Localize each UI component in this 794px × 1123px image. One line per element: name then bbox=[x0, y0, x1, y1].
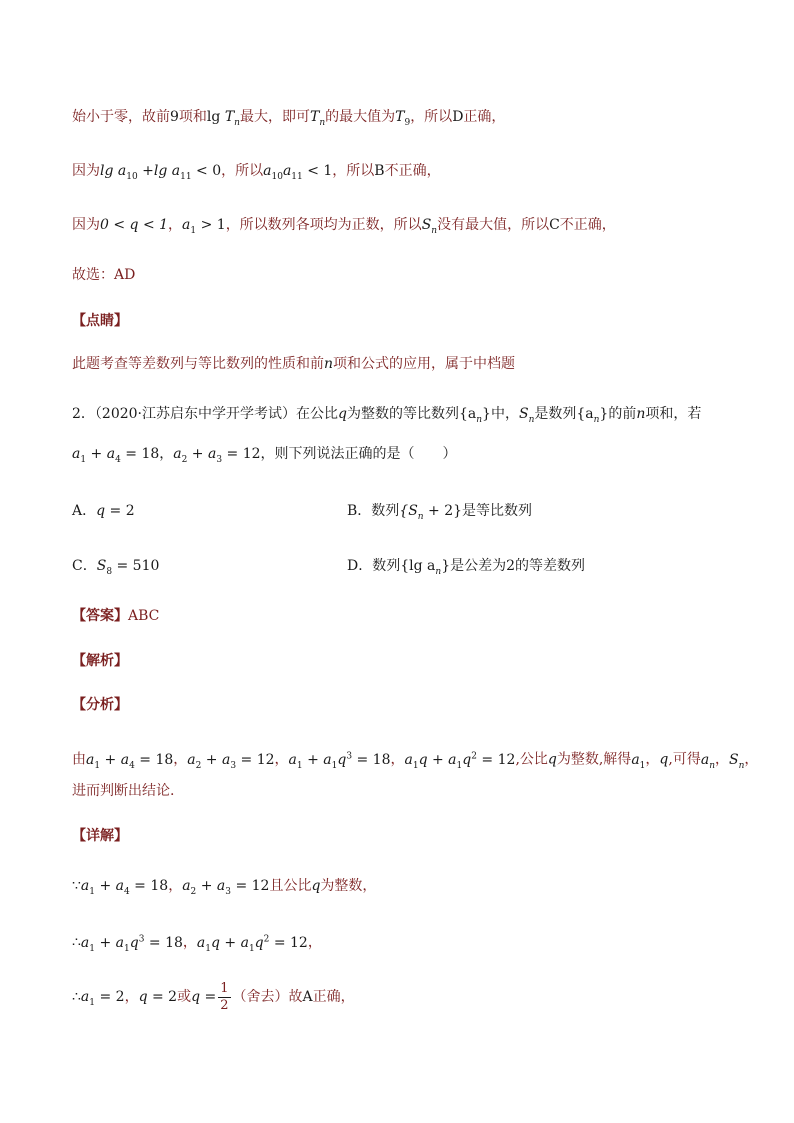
math-expression: q bbox=[547, 751, 557, 768]
detail-line-2 bbox=[72, 928, 734, 959]
math-expression: q = bbox=[191, 989, 217, 1005]
text: 此题考查等差数列与等比数列的性质和前 bbox=[72, 356, 324, 372]
analysis-line-1 bbox=[72, 745, 759, 776]
text: ， bbox=[168, 217, 183, 233]
text: 在公比 bbox=[296, 406, 339, 422]
text: 的最大值为 bbox=[325, 109, 396, 125]
text: ， bbox=[390, 751, 405, 768]
text: 为整数,解得 bbox=[556, 751, 632, 768]
math-expression: $\lg a_{10} +\lg$ $a_{11} < 0$ bbox=[100, 163, 222, 182]
math-expression: n bbox=[636, 406, 646, 422]
section-heading-xiangjie: 【详解】 bbox=[72, 828, 128, 844]
option-label: D． bbox=[347, 558, 373, 574]
text: ， bbox=[182, 934, 197, 951]
math-expression: $S_8 = 510$ bbox=[96, 558, 160, 577]
math-expression: $\lg T_n$ bbox=[206, 109, 240, 128]
text: ，则下列说法正确的是（ ） bbox=[260, 446, 457, 462]
answer-value: ABC bbox=[128, 608, 160, 624]
text-line-2 bbox=[72, 160, 734, 188]
text: 最大，即可 bbox=[239, 109, 310, 125]
text: 因为 bbox=[72, 217, 100, 233]
section-heading-jiexi: 【解析】 bbox=[72, 653, 128, 669]
math-expression: $a_1$ bbox=[631, 751, 646, 771]
text: 正确， bbox=[463, 109, 506, 125]
question-2-line-2 bbox=[72, 443, 734, 471]
text: 始小于零，故前 bbox=[72, 109, 170, 125]
text: 故选： bbox=[72, 267, 114, 283]
text: AD bbox=[114, 267, 136, 283]
option-label: C． bbox=[72, 558, 97, 574]
text-line-1 bbox=[72, 106, 734, 134]
text: ， bbox=[159, 446, 174, 462]
analysis-line-2: 进而判断出结论. bbox=[72, 783, 175, 799]
math-expression: $a_1q + a_1q^2 = 12$ bbox=[404, 751, 516, 771]
text: ， bbox=[168, 878, 183, 894]
text: 项和公式的应用，属于中档题 bbox=[333, 356, 516, 372]
text: 为整数， bbox=[320, 878, 377, 894]
text: 中， bbox=[490, 406, 519, 422]
math-expression: $a_1 > 1$ bbox=[182, 217, 226, 236]
answer-line bbox=[72, 605, 734, 627]
text: 不正确， bbox=[384, 163, 441, 179]
detail-line-3 bbox=[72, 980, 734, 1020]
math-expression: $a_1 + a_4 = 18$ bbox=[86, 751, 174, 771]
text: 且公比 bbox=[269, 878, 312, 894]
answer-tag: 【答案】 bbox=[72, 608, 128, 624]
math-expression: $a_1 = 2$ bbox=[80, 989, 125, 1008]
therefore-symbol: ∴ bbox=[72, 989, 81, 1005]
math-expression: $T_n$ bbox=[309, 109, 326, 128]
math-expression: q bbox=[659, 751, 669, 768]
text-line-4 bbox=[72, 264, 734, 286]
math-expression: $a_2 + a_3 = 12$ bbox=[187, 751, 275, 771]
text: ，所以 bbox=[221, 163, 264, 179]
text: A bbox=[302, 989, 313, 1005]
text: ， bbox=[173, 751, 188, 768]
option-label: A． bbox=[72, 503, 97, 519]
math-expression: $a_2 + a_3 = 12$ bbox=[173, 446, 261, 465]
text: 为整数的等比数列 bbox=[346, 406, 459, 422]
section-heading-dianjing: 【点睛】 bbox=[72, 313, 128, 329]
because-symbol: ∵ bbox=[72, 878, 81, 894]
text: ， bbox=[124, 989, 139, 1005]
math-expression: $a_1 + a_1q^3 = 18$ bbox=[288, 751, 391, 771]
therefore-symbol: ∴ bbox=[72, 934, 81, 951]
text: ， bbox=[744, 751, 759, 768]
math-expression: q bbox=[338, 406, 347, 422]
fraction-numerator: 1 bbox=[220, 980, 229, 996]
question-number: 2． bbox=[72, 406, 95, 422]
text: ,可得 bbox=[668, 751, 701, 768]
math-expression: q bbox=[311, 878, 321, 894]
text: 数列 bbox=[371, 503, 400, 519]
math-expression: $S_n$ bbox=[518, 406, 535, 425]
text: ， bbox=[274, 751, 289, 768]
option-d[interactable] bbox=[347, 555, 585, 583]
text: 的等差数列 bbox=[515, 558, 586, 574]
math-expression: n bbox=[324, 356, 334, 372]
text: ，所以 bbox=[332, 163, 375, 179]
math-expression: $\{a_n\}$ bbox=[458, 406, 491, 425]
option-b[interactable] bbox=[347, 500, 532, 528]
math-expression: $a_1 + a_4 = 18$ bbox=[80, 878, 169, 897]
math-expression: {lg $a_n$} bbox=[400, 558, 451, 577]
text: 是公差为 bbox=[450, 558, 507, 574]
math-expression: q = 2 bbox=[138, 989, 178, 1005]
math-expression: $a_{10}a_{11} < 1$ bbox=[263, 163, 333, 182]
text: 正确， bbox=[312, 989, 355, 1005]
question-source: （2020·江苏启东中学开学考试） bbox=[94, 406, 297, 422]
question-2-line-1 bbox=[72, 403, 734, 431]
text: 是数列 bbox=[534, 406, 577, 422]
math-expression: $S_n$ bbox=[728, 751, 745, 771]
math-expression: $\{a_n\}$ bbox=[576, 406, 609, 425]
math-expression: $\{S_n + 2\}$ bbox=[399, 503, 463, 522]
text-line-3 bbox=[72, 214, 734, 242]
text: ,公比 bbox=[515, 751, 548, 768]
text: 没有最大值，所以 bbox=[437, 217, 550, 233]
option-label: B． bbox=[347, 503, 372, 519]
math-expression: $S_n$ bbox=[421, 217, 438, 236]
math-expression: $a_1 + a_4 = 18$ bbox=[72, 446, 160, 465]
option-c[interactable] bbox=[72, 555, 159, 583]
text: 项和，若 bbox=[645, 406, 702, 422]
text: 因为 bbox=[72, 163, 100, 179]
math-expression: q = 2 bbox=[96, 503, 135, 519]
math-expression: $a_n$ bbox=[700, 751, 715, 771]
text: B bbox=[374, 163, 385, 179]
text: 2 bbox=[506, 558, 516, 574]
text: 是等比数列 bbox=[462, 503, 533, 519]
text: 数列 bbox=[372, 558, 401, 574]
math-expression: $T_9$ bbox=[395, 109, 411, 128]
text: 9 bbox=[170, 109, 179, 125]
text: （舍去）故 bbox=[232, 989, 303, 1005]
text: 由 bbox=[72, 751, 86, 768]
section-heading-fenxi: 【分析】 bbox=[72, 697, 128, 713]
fraction bbox=[218, 981, 230, 1014]
math-expression: 0 < q < 1 bbox=[100, 217, 169, 233]
text: D bbox=[452, 109, 464, 125]
text: C bbox=[549, 217, 560, 233]
text: 或 bbox=[177, 989, 192, 1005]
math-expression: $a_1q + a_1q^2 = 12$ bbox=[196, 934, 308, 954]
math-expression: $a_2 + a_3 = 12$ bbox=[182, 878, 270, 897]
detail-line-1 bbox=[72, 875, 734, 903]
text: 项和 bbox=[178, 109, 207, 125]
text: ，所以 bbox=[410, 109, 453, 125]
text: 的前 bbox=[608, 406, 637, 422]
math-expression: $a_1 + a_1q^3 = 18$ bbox=[80, 934, 183, 954]
text: 不正确， bbox=[559, 217, 616, 233]
fraction-denominator: 2 bbox=[220, 997, 229, 1013]
text: ， bbox=[645, 751, 660, 768]
option-a[interactable] bbox=[72, 500, 135, 522]
text-line-5 bbox=[72, 353, 734, 375]
text: ， bbox=[307, 934, 322, 951]
text: ， bbox=[714, 751, 729, 768]
text: ，所以数列各项均为正数，所以 bbox=[225, 217, 422, 233]
